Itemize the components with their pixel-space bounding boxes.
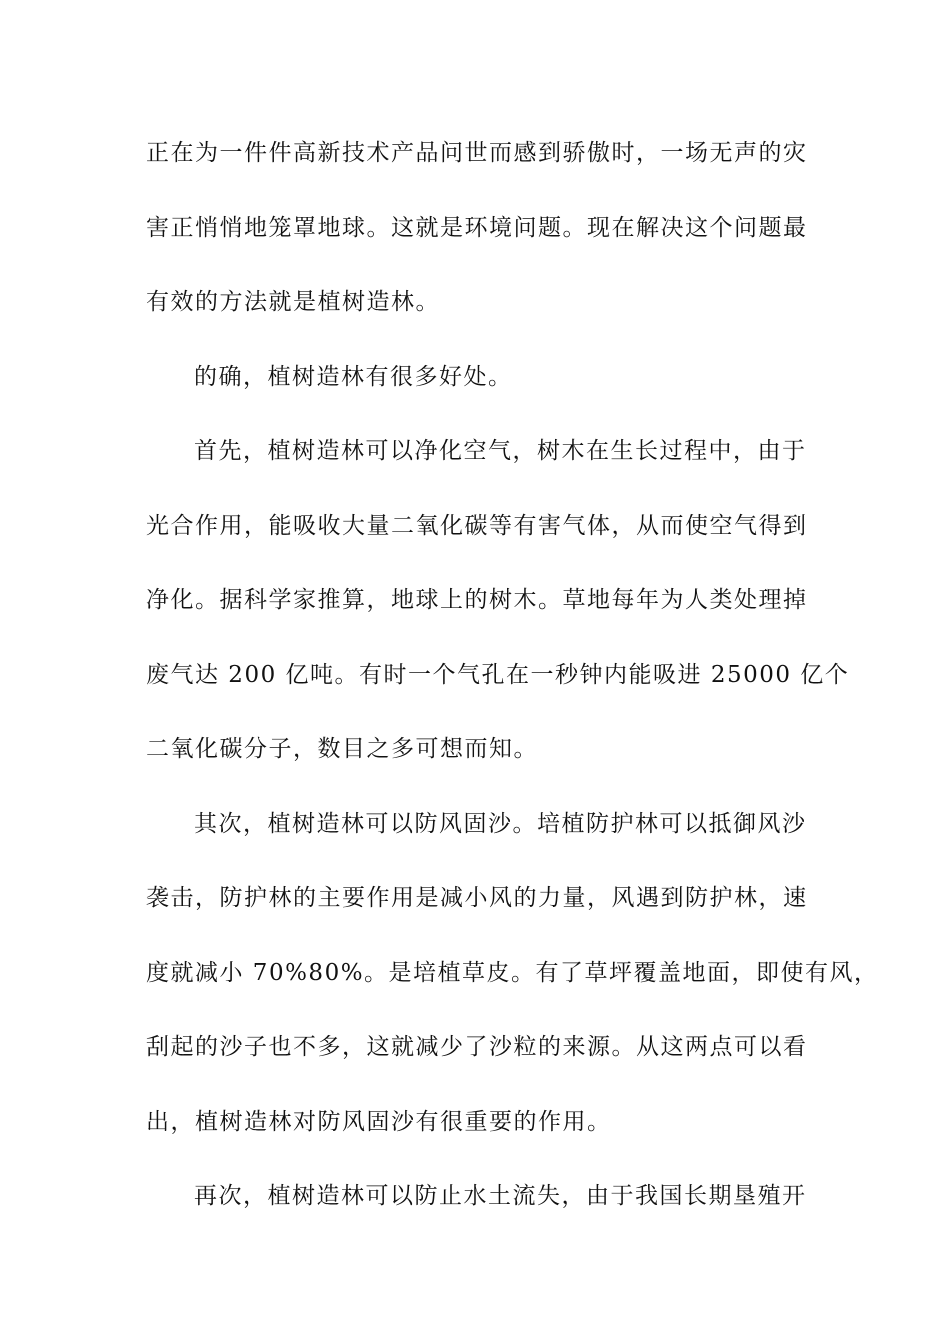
text-line: 废气达 200 亿吨。有时一个气孔在一秒钟内能吸进 25000 亿个 bbox=[146, 661, 850, 688]
text-line: 有效的方法就是植树造林。 bbox=[146, 289, 440, 315]
document-body bbox=[146, 133, 879, 1251]
paragraph-start-line: 的确，植树造林有很多好处。 bbox=[194, 363, 513, 390]
text-line: 袭击，防护林的主要作用是减小风的力量，风遇到防护林，速 bbox=[146, 885, 808, 911]
text-line: 度就减小 70%80%。是培植草皮。有了草坪覆盖地面，即使有风， bbox=[146, 959, 879, 986]
text-line: 光合作用，能吸收大量二氧化碳等有害气体，从而使空气得到 bbox=[146, 512, 808, 539]
paragraph-start-line: 首先，植树造林可以净化空气，树木在生长过程中，由于 bbox=[194, 438, 807, 464]
paragraph-start-line: 再次，植树造林可以防止水土流失，由于我国长期垦殖开 bbox=[194, 1183, 807, 1209]
text-line: 害正悄悄地笼罩地球。这就是环境问题。现在解决这个问题最 bbox=[146, 214, 808, 241]
paragraph-start-line: 其次，植树造林可以防风固沙。培植防护林可以抵御风沙 bbox=[194, 810, 807, 837]
text-line: 正在为一件件高新技术产品问世而感到骄傲时，一场无声的灾 bbox=[146, 140, 808, 166]
text-line: 二氧化碳分子，数目之多可想而知。 bbox=[146, 736, 538, 762]
text-line: 出，植树造林对防风固沙有很重要的作用。 bbox=[146, 1108, 612, 1135]
text-line: 刮起的沙子也不多，这就减少了沙粒的来源。从这两点可以看 bbox=[146, 1034, 808, 1060]
text-line: 净化。据科学家推算，地球上的树木。草地每年为人类处理掉 bbox=[146, 587, 808, 613]
